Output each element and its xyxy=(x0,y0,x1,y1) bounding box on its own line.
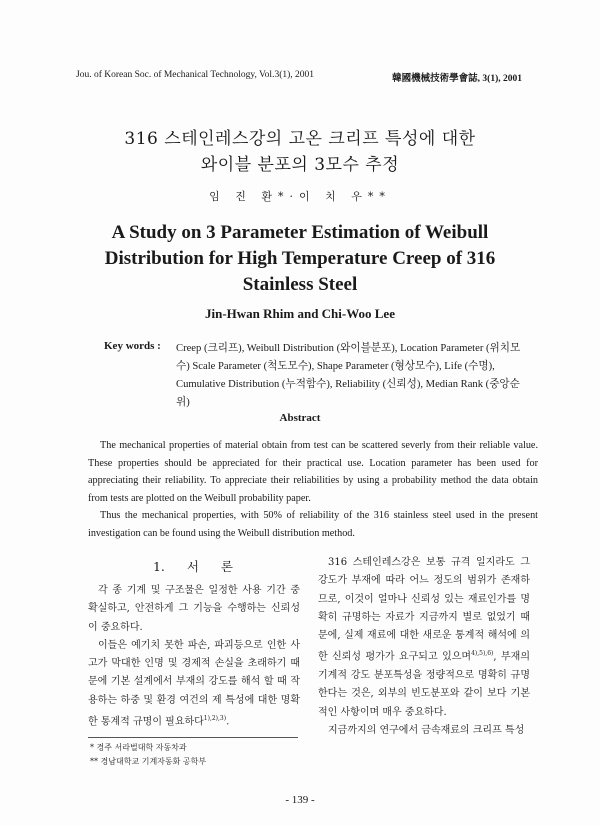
left-column xyxy=(88,582,300,732)
abstract-paragraph-1: The mechanical properties of material obtain from test can be scattered severly from their reliable value. These properties should be appreciated for their practical use. Location parameter has been used for appreciating their reliability. To appreciate their reliabilities by using a probability method the data obtain from tests are plotted on the Weibull probability paper. xyxy=(88,440,538,504)
english-title-line-2: Distribution for High Temperature Creep of 316 xyxy=(104,248,496,269)
korean-title-line-1: 316 스테인레스강의 고온 크리프 특성에 대한 xyxy=(124,129,476,149)
footnote-divider xyxy=(88,737,298,738)
citation-right: 4),5),6) xyxy=(471,650,494,658)
keywords-text: Creep (크리프), Weibull Distribution (와이블분포), Location Parameter (위치모수) Scale Parameter (척도모수), Shape Parameter (형상모수), Life (수명), Cumulative Distribution (누적함수), Reliability (신뢰성), Median Rank (중앙순위) xyxy=(176,343,521,408)
right-column xyxy=(318,554,530,740)
right-paragraph-1-b: , 부재의 기계적 강도 분포특성을 정량적으로 명확히 규명한다는 것은, 외부의 빈도분포와 같이 보다 기본적인 사항이며 매우 중요하다. xyxy=(318,651,530,718)
abstract-paragraph-2: Thus the mechanical properties, with 50% of reliability of the 316 stainless steel used in the present investigation can be found using the Weibull distribution method. xyxy=(88,510,538,539)
left-paragraph-2: 이들은 예기치 못한 파손, 파괴등으로 인한 사고가 막대한 인명 및 경제적 손실을 초래하기 때문에 기본 설계에서 부재의 강도를 해석 할 때 작용하는 하중 및 환경 여건의 제 특성에 대한 명확한 통계적 규명이 필요하다$^{1),2),3)}$. xyxy=(88,639,300,728)
english-title-line-1: A Study on 3 Parameter Estimation of Weibull xyxy=(111,222,489,243)
section-title-introduction: 1. 서 론 xyxy=(152,559,234,574)
left-paragraph-2-text: 이들은 예기치 못한 파손, 파괴등으로 인한 사고가 막대한 인명 및 경제적 손실을 초래하기 때문에 기본 설계에서 부재의 강도를 해석 할 때 작용하는 하중 및 환경 여건의 제 특성에 대한 명확한 통계적 규명이 필요하다 xyxy=(88,639,300,728)
right-paragraph-2: 지금까지의 연구에서 금속재료의 크리프 특성 xyxy=(328,725,525,736)
journal-header-en: Jou. of Korean Soc. of Mechanical Technology, Vol.3(1), 2001 xyxy=(76,70,315,80)
abstract-title: Abstract xyxy=(279,412,321,424)
right-paragraph-1-a: 316 스테인레스강은 보통 규격 일지라도 그 강도가 부재에 따라 어느 정도의 범위가 존재하므로, 이것이 얼마나 신뢰성 있는 재료인가를 명확히 규명하는 자료가 지금까지 별로 없었기 때문에, 실제 재료에 대한 새로운 통계적 해석에 의한 신뢰성 평가가 요구되고 있으며 xyxy=(318,557,530,663)
footnote-1: * 경주 서라벌대학 자동차과 xyxy=(90,743,187,752)
english-authors: Jin-Hwan Rhim and Chi-Woo Lee xyxy=(205,306,395,321)
right-paragraph-1 xyxy=(318,554,530,722)
english-title-line-3: Stainless Steel xyxy=(242,274,358,295)
korean-authors: 임 진 환*·이 치 우** xyxy=(209,190,391,203)
left-paragraph-1: 각 종 기계 및 구조물은 일정한 사용 기간 중 확실하고, 안전하게 그 기능을 수행하는 신뢰성이 중요하다. xyxy=(88,585,300,633)
citation-left: 1),2),3) xyxy=(203,715,227,723)
abstract-body xyxy=(88,437,538,543)
journal-header-kr: 韓國機械技術學會誌, 3(1), 2001 xyxy=(392,74,522,84)
page-number: - 139 - xyxy=(285,794,315,806)
korean-title-line-2: 와이블 분포의 3모수 추정 xyxy=(200,155,400,175)
keywords-label: Key words : xyxy=(104,340,161,352)
footnote-2: ** 경남대학교 기계자동화 공학부 xyxy=(90,757,207,766)
